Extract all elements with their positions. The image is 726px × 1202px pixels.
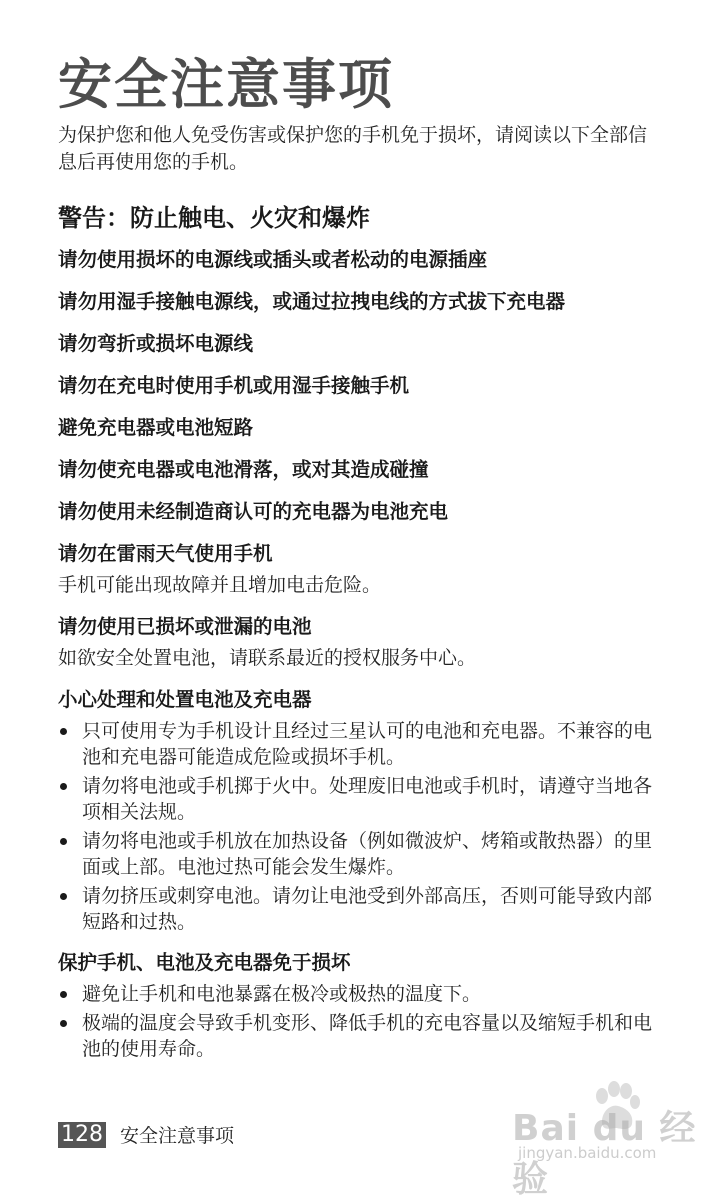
bullet-icon [60, 893, 67, 900]
page-content [58, 52, 658, 1065]
list-item [58, 981, 658, 1007]
warning-heading: 请勿使用损坏的电源线或插头或者松动的电源插座 [58, 248, 488, 271]
bullet-icon [60, 838, 67, 845]
intro-paragraph: 为保护您和他人免受伤害或保护您的手机免于损坏，请阅读以下全部信息后再使用您的手机。 [58, 124, 648, 173]
battery-care-heading: 小心处理和处置电池及充电器 [58, 688, 312, 711]
warning-description: 如欲安全处置电池，请联系最近的授权服务中心。 [58, 647, 477, 669]
warning-heading: 请勿使用未经制造商认可的充电器为电池充电 [58, 500, 449, 523]
list-item-text: 极端的温度会导致手机变形、降低手机的充电容量以及缩短手机和电池的使用寿命。 [82, 1012, 653, 1060]
list-item-text: 请勿将电池或手机放在加热设备（例如微波炉、烤箱或散热器）的里面或上部。电池过热可能会发生爆炸。 [82, 830, 653, 878]
protection-heading: 保护手机、电池及充电器免于损坏 [58, 951, 351, 974]
list-item [58, 718, 658, 770]
list-item [58, 1010, 658, 1062]
page-footer [58, 1121, 234, 1148]
bullet-icon [60, 728, 67, 735]
baidu-watermark [512, 1080, 712, 1200]
page-number: 128 [58, 1122, 106, 1148]
list-item [58, 828, 658, 880]
list-item-text: 只可使用专为手机设计且经过三星认可的电池和充电器。不兼容的电池和充电器可能造成危险或损坏手机。 [82, 720, 653, 768]
bullet-icon [60, 991, 67, 998]
warning-heading: 请勿在充电时使用手机或用湿手接触手机 [58, 374, 410, 397]
warning-heading: 避免充电器或电池短路 [58, 416, 254, 439]
list-item [58, 773, 658, 825]
list-item-text: 请勿挤压或刺穿电池。请勿让电池受到外部高压，否则可能导致内部短路和过热。 [82, 885, 653, 933]
warning-heading: 请勿在雷雨天气使用手机 [58, 542, 273, 565]
list-item-text: 请勿将电池或手机掷于火中。处理废旧电池或手机时，请遵守当地各项相关法规。 [82, 775, 653, 823]
watermark-text: Bai du 经验 [512, 1108, 697, 1200]
watermark-url: jingyan.baidu.com [518, 1144, 657, 1162]
warning-heading: 请勿用湿手接触电源线，或通过拉拽电线的方式拔下充电器 [58, 290, 566, 313]
warning-description: 手机可能出现故障并且增加电击危险。 [58, 574, 382, 596]
footer-section-label: 安全注意事项 [120, 1125, 235, 1147]
warning-heading: 请勿使充电器或电池滑落，或对其造成碰撞 [58, 458, 429, 481]
protection-list [58, 981, 658, 1062]
section-title: 警告：防止触电、火灾和爆炸 [58, 204, 370, 232]
warning-heading: 请勿弯折或损坏电源线 [58, 332, 254, 355]
list-item [58, 883, 658, 935]
list-item-text: 避免让手机和电池暴露在极冷或极热的温度下。 [82, 983, 482, 1005]
page-title: 安全注意事项 [58, 53, 394, 116]
bullet-icon [60, 1020, 67, 1027]
bullet-icon [60, 783, 67, 790]
battery-care-list [58, 718, 658, 935]
warning-heading: 请勿使用已损坏或泄漏的电池 [58, 615, 312, 638]
